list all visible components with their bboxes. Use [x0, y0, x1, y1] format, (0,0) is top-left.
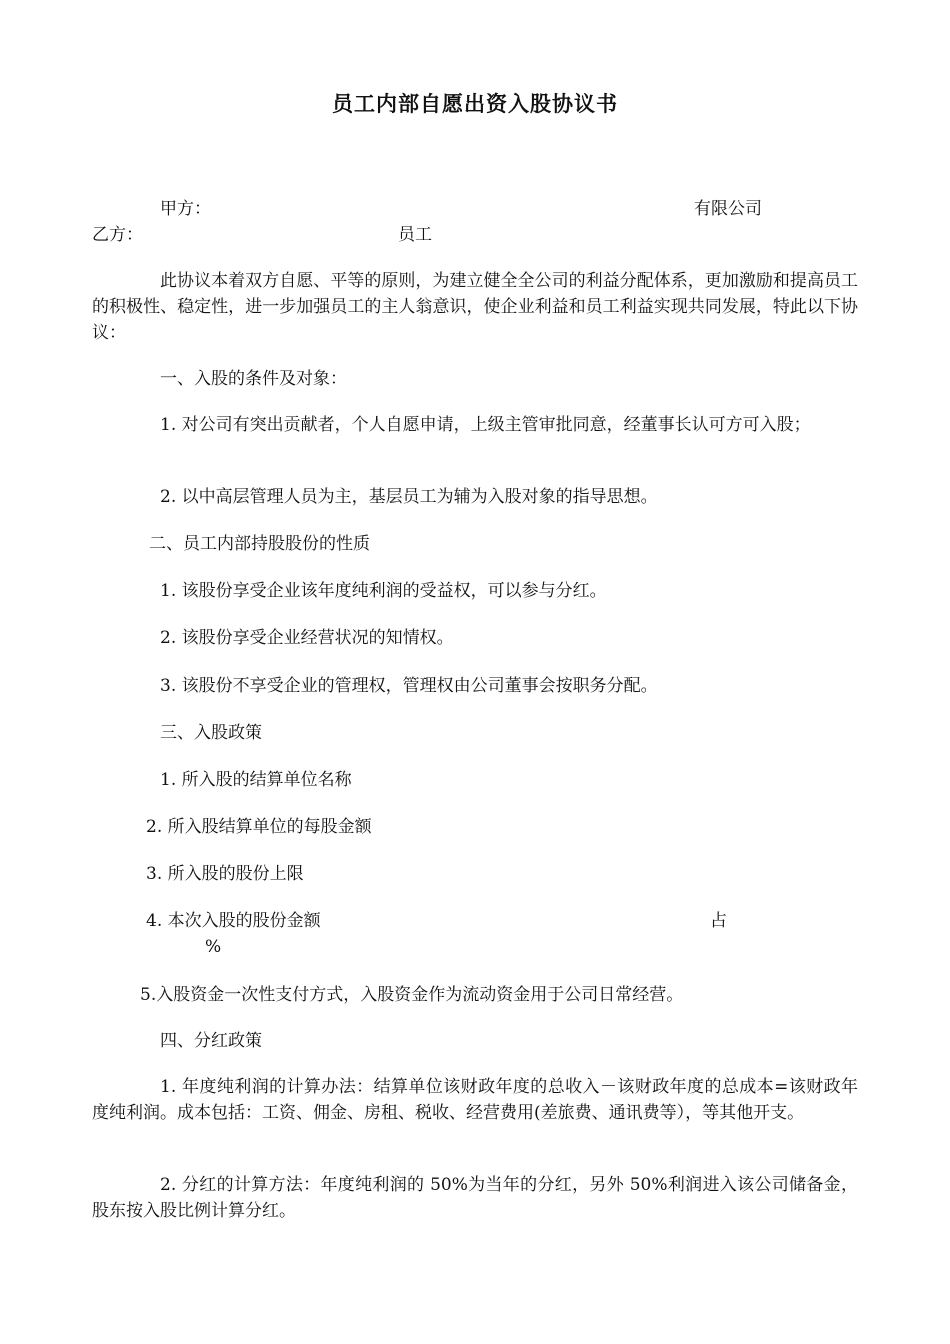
section-3-item-4-percent: %: [205, 937, 222, 957]
party-a-label: 甲方：: [160, 199, 211, 219]
section-3-item-5: 5.入股资金一次性支付方式，入股资金作为流动资金用于公司日常经营。: [140, 985, 684, 1005]
section-3-item-2: 2. 所入股结算单位的每股金额: [146, 817, 372, 837]
section-1-item-1: [92, 412, 858, 438]
section-3-item-1: 1. 所入股的结算单位名称: [160, 770, 352, 790]
section-4-item-2-text: 2. 分红的计算方法：年度纯利润的 50%为当年的分红，另外 50%利润进入该公司储备金，股东按入股比例计算分红。: [92, 1175, 858, 1221]
section-3-item-3: 3. 所入股的股份上限: [146, 864, 304, 884]
section-4-heading: 四、分红政策: [160, 1031, 262, 1051]
section-4-item-1-text: 1. 年度纯利润的计算办法：结算单位该财政年度的总收入－该财政年度的总成本=该财政年度纯利润。成本包括：工资、佣金、房租、税收、经营费用(差旅费、通讯费等），等其他开支。: [92, 1077, 858, 1123]
section-4-item-1: [92, 1074, 858, 1126]
section-2-item-3: 3. 该股份不享受企业的管理权，管理权由公司董事会按职务分配。: [160, 676, 658, 696]
intro-text: 此协议本着双方自愿、平等的原则，为建立健全全公司的利益分配体系，更加激励和提高员工的积极性、稳定性，进一步加强员工的主人翁意识，使企业利益和员工利益实现共同发展，特此以下协议：: [92, 271, 858, 343]
section-3-item-4: 4. 本次入股的股份金额: [146, 911, 321, 931]
party-b-label: 乙方：: [92, 225, 143, 245]
document-title: 员工内部自愿出资入股协议书: [332, 91, 618, 116]
section-1-heading: 一、入股的条件及对象：: [160, 369, 347, 389]
party-a-suffix: 有限公司: [694, 199, 762, 219]
section-3-heading: 三、入股政策: [160, 723, 262, 743]
section-2-item-1: 1. 该股份享受企业该年度纯利润的受益权，可以参与分红。: [160, 581, 607, 601]
intro-paragraph: [92, 268, 858, 346]
party-b-suffix: 员工: [398, 225, 432, 245]
section-1-item-1-text: 1. 对公司有突出贡献者，个人自愿申请，上级主管审批同意，经董事长认可方可入股；: [160, 415, 811, 435]
section-3-item-4-share-label: 占: [710, 911, 727, 931]
section-2-heading: 二、员工内部持股股份的性质: [149, 534, 370, 554]
section-2-item-2: 2. 该股份享受企业经营状况的知情权。: [160, 628, 454, 648]
section-1-item-2: 2. 以中高层管理人员为主，基层员工为辅为入股对象的指导思想。: [160, 487, 658, 507]
section-4-item-2: [92, 1172, 858, 1224]
